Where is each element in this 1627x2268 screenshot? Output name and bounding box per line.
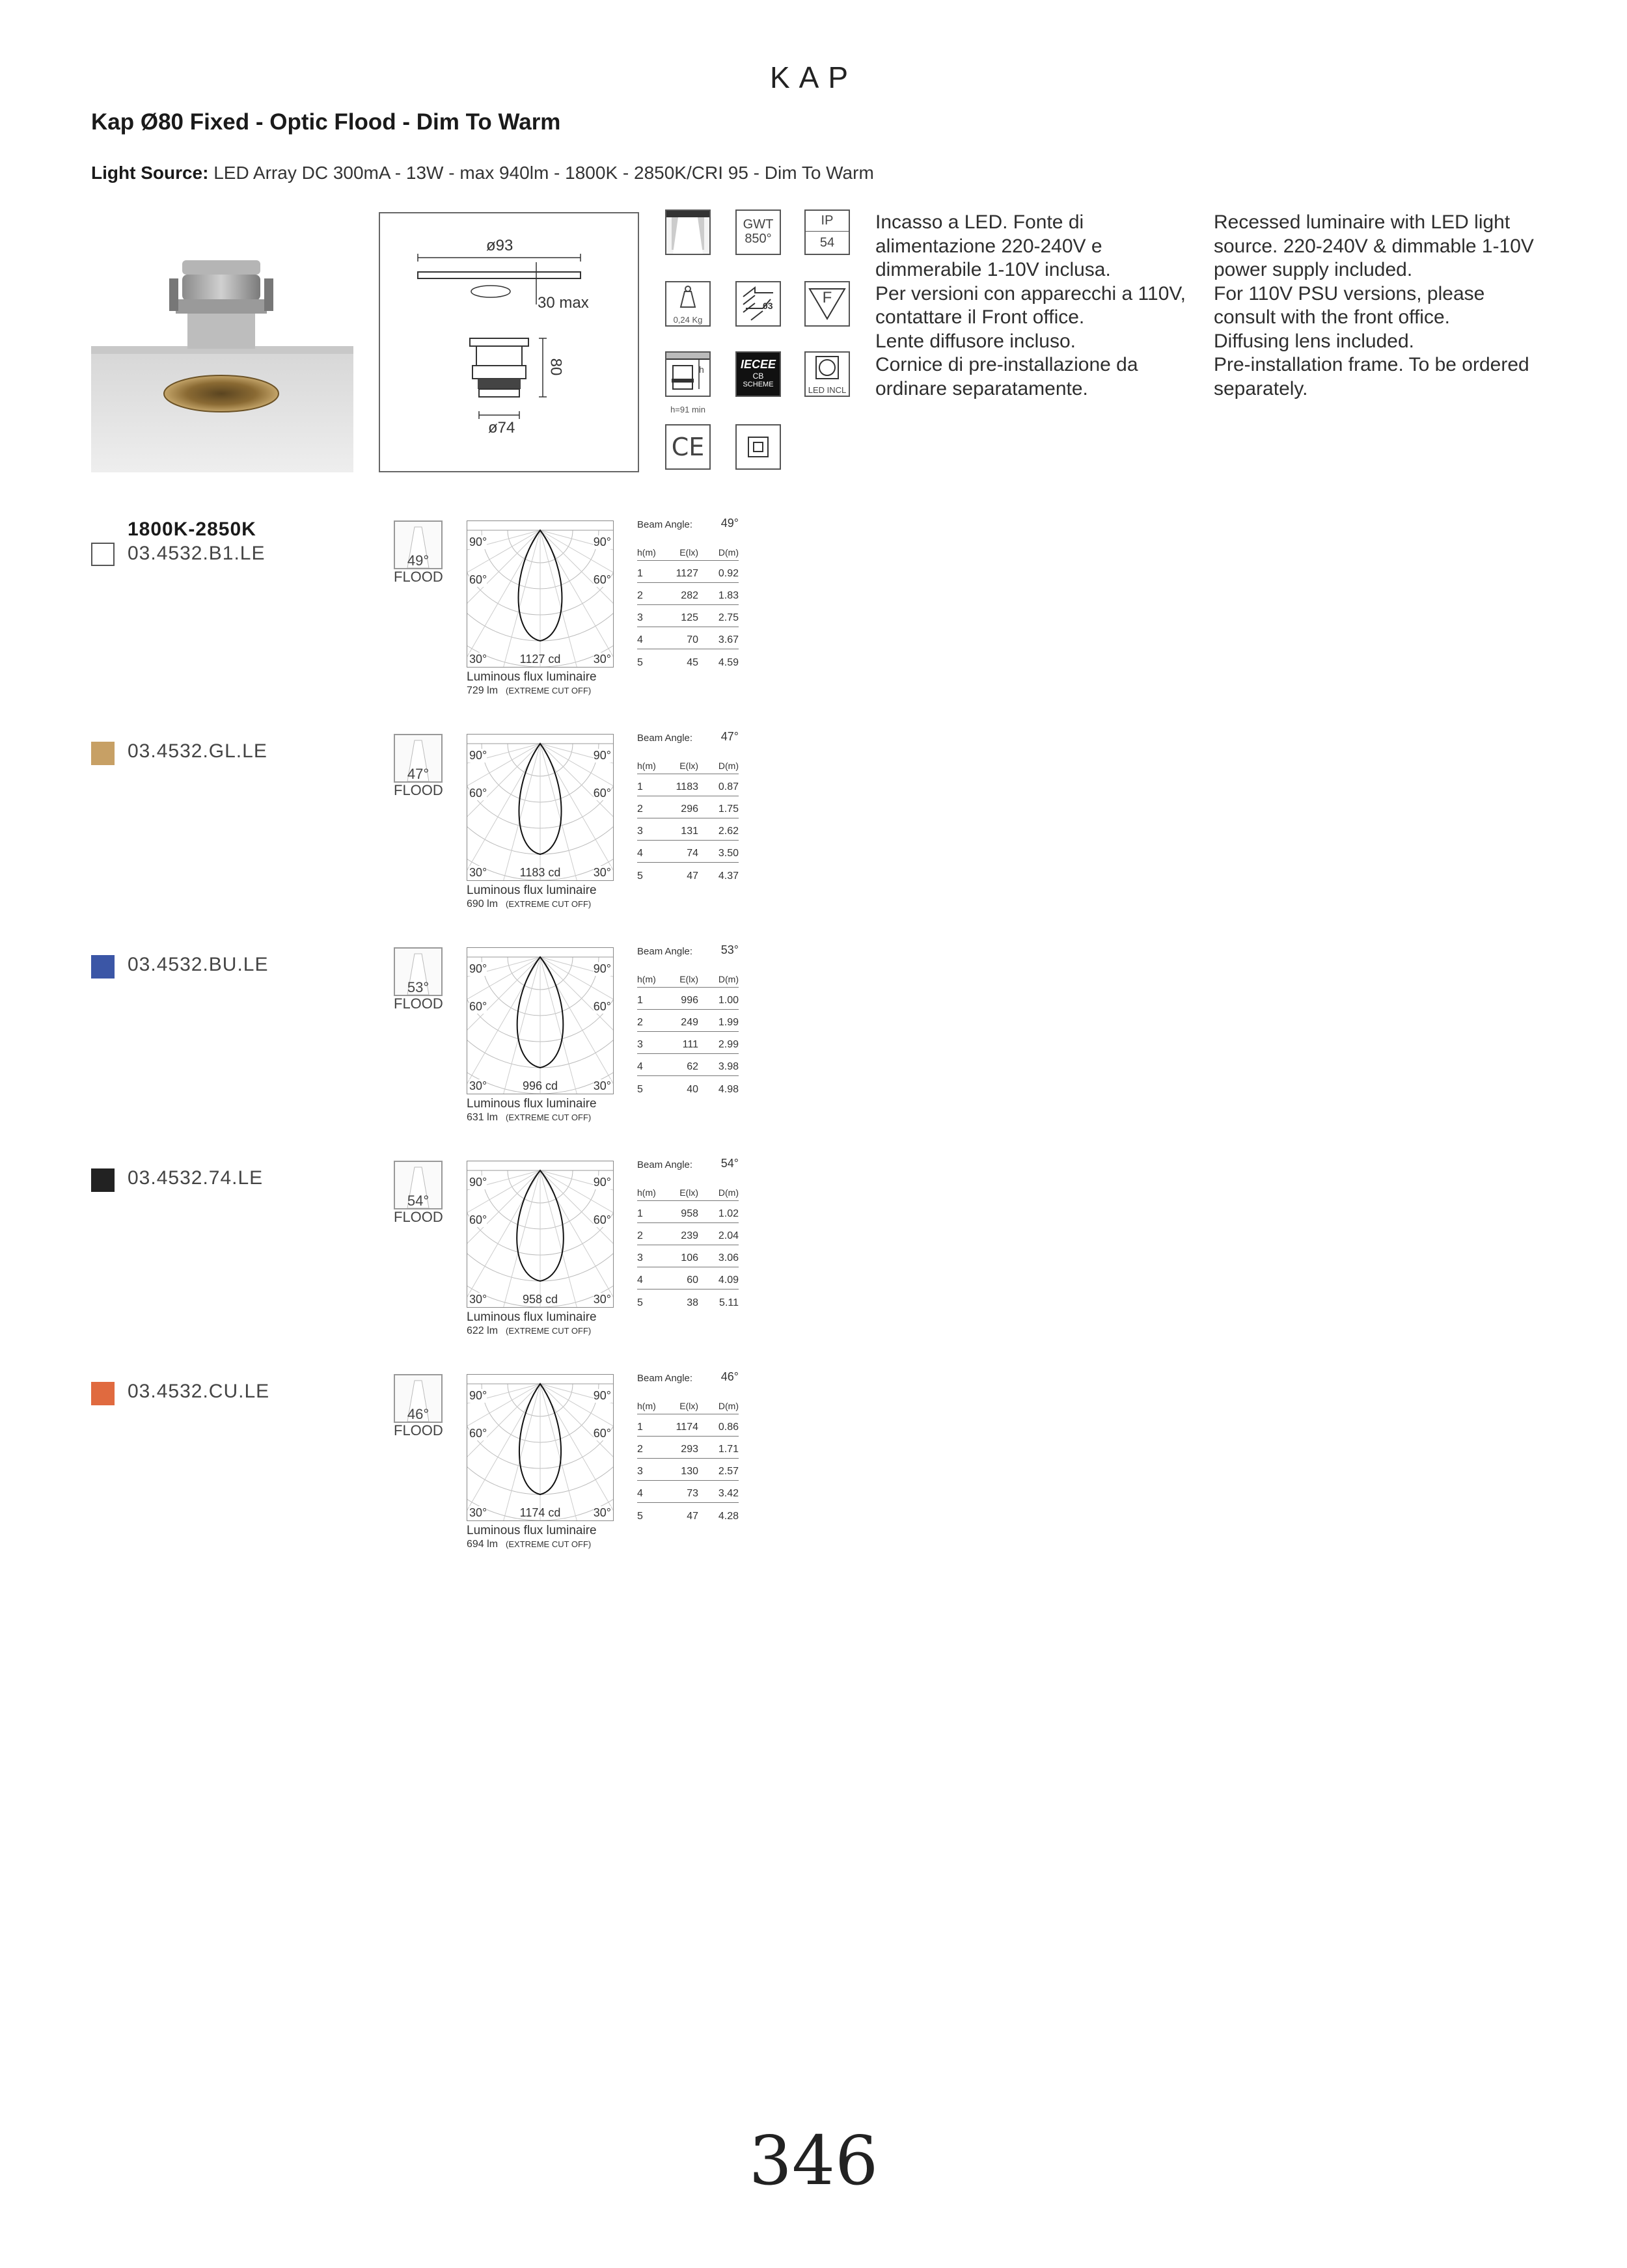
table-row — [637, 583, 739, 605]
beam-angle-label: Beam Angle: — [637, 946, 693, 957]
table-row — [637, 605, 739, 627]
flux-value-line — [467, 1325, 591, 1337]
col-e: E(lx) — [679, 974, 698, 984]
page-number: 346 — [748, 2121, 879, 2200]
description-italian — [875, 211, 1201, 401]
cell-h: 2 — [637, 1230, 643, 1241]
table-row — [637, 1437, 739, 1459]
cell-e: 60 — [687, 1275, 698, 1286]
product-code: 03.4532.GL.LE — [128, 740, 267, 762]
polar-label-60-left: 60° — [469, 1427, 487, 1440]
cell-d: 1.83 — [718, 590, 739, 601]
peak-intensity: 996 cd — [522, 1079, 558, 1092]
desc-en-line: For 110V PSU versions, please — [1214, 282, 1485, 304]
col-d: D(m) — [718, 761, 739, 771]
flood-label: FLOOD — [394, 569, 443, 585]
flux-value-line — [467, 1112, 591, 1124]
polar-label-60-right: 60° — [593, 1213, 611, 1226]
polar-label-90-left: 90° — [469, 1389, 487, 1402]
table-row — [637, 1414, 739, 1437]
color-swatch — [91, 742, 115, 765]
polar-label-60-right: 60° — [593, 1000, 611, 1013]
polar-label-90-left: 90° — [469, 1176, 487, 1189]
flux-value-line — [467, 898, 591, 910]
polar-label-30-left: 30° — [469, 1506, 487, 1519]
table-row — [637, 1267, 739, 1289]
beam-angle-value: 54° — [407, 1193, 430, 1209]
color-temperature-label: 1800K-2850K — [128, 519, 256, 540]
product-code: 03.4532.B1.LE — [128, 543, 266, 564]
cell-e: 296 — [681, 803, 698, 815]
polar-label-60-left: 60° — [469, 787, 487, 800]
cell-e: 130 — [681, 1466, 698, 1477]
table-row — [637, 1201, 739, 1223]
cell-d: 5.11 — [719, 1297, 739, 1308]
dimension-drawing — [379, 212, 639, 472]
cell-e: 111 — [682, 1039, 698, 1050]
polar-label-30-right: 30° — [593, 1293, 611, 1306]
gwt-icon — [735, 209, 781, 255]
cell-e: 1127 — [676, 568, 698, 579]
cell-e: 282 — [681, 590, 698, 601]
cell-h: 4 — [637, 1061, 643, 1072]
recess-depth-icon — [665, 351, 711, 397]
flux-value: 694 lm — [467, 1539, 499, 1550]
light-source-label: Light Source: — [91, 163, 209, 183]
cell-e: 40 — [687, 1084, 698, 1095]
cell-h: 4 — [637, 1488, 643, 1499]
polar-diagram — [467, 1161, 614, 1308]
dim-top-label: ø93 — [486, 237, 513, 254]
col-d: D(m) — [718, 1401, 739, 1411]
cell-e: 47 — [687, 871, 698, 882]
table-row — [637, 1503, 739, 1525]
flux-value: 690 lm — [467, 898, 499, 910]
beam-angle-label: Beam Angle: — [637, 1159, 693, 1170]
cell-h: 1 — [637, 568, 643, 579]
cutoff-label: (EXTREME CUT OFF) — [506, 899, 592, 909]
polar-label-30-left: 30° — [469, 1293, 487, 1306]
table-header-row — [637, 539, 739, 561]
col-e: E(lx) — [679, 761, 698, 771]
cell-h: 3 — [637, 1039, 643, 1050]
cell-h: 5 — [637, 871, 643, 882]
ce-mark-label: CE — [671, 433, 705, 461]
table-row — [637, 774, 739, 796]
cell-h: 5 — [637, 1511, 643, 1522]
cell-e: 293 — [681, 1444, 698, 1455]
f-mark-label: F — [822, 289, 832, 306]
cell-d: 3.50 — [718, 848, 739, 859]
desc-it-line: ordinare separatamente. — [875, 377, 1088, 399]
table-header-row — [637, 1392, 739, 1414]
beam-angle-header — [637, 1370, 739, 1392]
table-row — [637, 649, 739, 671]
polar-label-90-right: 90° — [593, 535, 611, 548]
desc-it-line: Cornice di pre-installazione da — [875, 354, 1138, 375]
polar-label-30-left: 30° — [469, 653, 487, 666]
table-row — [637, 1459, 739, 1481]
ip-rating-icon — [804, 209, 850, 255]
polar-diagram — [467, 1374, 614, 1521]
cell-d: 1.99 — [718, 1017, 739, 1028]
beam-angle-value: 53° — [407, 979, 430, 995]
cell-e: 74 — [687, 848, 698, 859]
polar-diagram — [467, 520, 614, 668]
table-row — [637, 841, 739, 863]
cell-h: 3 — [637, 826, 643, 837]
cell-h: 2 — [637, 1017, 643, 1028]
cell-d: 2.57 — [718, 1466, 739, 1477]
cell-h: 2 — [637, 1444, 643, 1455]
polar-label-90-left: 90° — [469, 535, 487, 548]
desc-en-line: source. 220-240V & dimmable 1-10V — [1214, 235, 1534, 257]
cell-h: 1 — [637, 995, 643, 1006]
cell-e: 249 — [681, 1017, 698, 1028]
gwt-line1: GWT — [743, 217, 774, 232]
cell-d: 4.98 — [718, 1084, 739, 1095]
polar-label-90-left: 90° — [469, 962, 487, 975]
table-row — [637, 818, 739, 841]
h-min-label: h=91 min — [670, 405, 705, 414]
polar-label-30-right: 30° — [593, 1079, 611, 1092]
col-d: D(m) — [718, 1187, 739, 1198]
flux-title: Luminous flux luminaire — [467, 670, 597, 684]
polar-label-90-right: 90° — [593, 1389, 611, 1402]
cell-h: 3 — [637, 1252, 643, 1263]
beam-angle-label: Beam Angle: — [637, 519, 693, 530]
photometric-table — [637, 730, 739, 885]
flood-label: FLOOD — [394, 782, 443, 798]
cell-e: 45 — [687, 657, 698, 668]
polar-label-90-right: 90° — [593, 749, 611, 762]
table-row — [637, 1010, 739, 1032]
cell-h: 1 — [637, 1422, 643, 1433]
iecee-cb-scheme-icon — [735, 351, 781, 397]
table-header-row — [637, 1179, 739, 1201]
beam-angle-table-value: 54° — [720, 1157, 739, 1170]
cutoff-label: (EXTREME CUT OFF) — [506, 1539, 592, 1549]
beam-angle-header — [637, 730, 739, 752]
cell-h: 5 — [637, 657, 643, 668]
beam-angle-header — [637, 1159, 739, 1179]
beam-angle-header — [637, 519, 739, 539]
desc-en-line: separately. — [1214, 377, 1308, 399]
cell-d: 3.42 — [718, 1488, 739, 1499]
product-code: 03.4532.74.LE — [128, 1167, 264, 1189]
cell-h: 2 — [637, 590, 643, 601]
beam-angle-label: Beam Angle: — [637, 1373, 693, 1384]
weight-label: 0,24 Kg — [673, 315, 703, 325]
table-row — [637, 561, 739, 583]
color-swatch — [91, 1168, 115, 1192]
brand-name: KAP — [769, 61, 858, 94]
peak-intensity: 958 cd — [522, 1293, 558, 1306]
polar-label-90-right: 90° — [593, 962, 611, 975]
cell-h: 4 — [637, 634, 643, 645]
table-row — [637, 1032, 739, 1054]
polar-diagram — [467, 947, 614, 1094]
cell-e: 239 — [681, 1230, 698, 1241]
desc-it-line: Incasso a LED. Fonte di — [875, 211, 1084, 233]
cell-h: 1 — [637, 1208, 643, 1219]
col-d: D(m) — [718, 974, 739, 984]
cell-d: 1.02 — [718, 1208, 739, 1219]
col-h: h(m) — [637, 1187, 656, 1198]
photometric-table — [637, 519, 739, 671]
polar-label-30-right: 30° — [593, 1506, 611, 1519]
cell-h: 2 — [637, 803, 643, 815]
table-row — [637, 1223, 739, 1245]
photometric-table — [637, 943, 739, 1098]
flux-value: 729 lm — [467, 685, 499, 696]
polar-label-30-right: 30° — [593, 866, 611, 879]
cell-e: 47 — [687, 1511, 698, 1522]
insulation-class-icon — [735, 281, 781, 327]
flux-title: Luminous flux luminaire — [467, 1524, 597, 1537]
photometric-table — [637, 1370, 739, 1525]
cutoff-label: (EXTREME CUT OFF) — [506, 686, 592, 695]
beam-angle-value: 46° — [407, 1406, 430, 1422]
beam-angle-label: Beam Angle: — [637, 733, 693, 744]
polar-label-60-right: 60° — [593, 1427, 611, 1440]
light-source-value: LED Array DC 300mA - 13W - max 940lm - 1800K - 2850K/CRI 95 - Dim To Warm — [208, 163, 874, 183]
cell-d: 3.06 — [718, 1252, 739, 1263]
beam-angle-table-value: 46° — [720, 1370, 739, 1383]
product-title: Kap Ø80 Fixed - Optic Flood - Dim To Warm — [91, 109, 561, 135]
cell-d: 2.99 — [718, 1039, 739, 1050]
cell-d: 4.09 — [718, 1275, 739, 1286]
led-included-icon — [804, 351, 850, 397]
polar-label-60-left: 60° — [469, 573, 487, 586]
table-header-row — [637, 752, 739, 774]
flux-value-line — [467, 685, 591, 697]
flux-value-line — [467, 1539, 591, 1550]
cell-e: 996 — [681, 995, 698, 1006]
polar-label-30-left: 30° — [469, 866, 487, 879]
cell-d: 1.71 — [718, 1444, 739, 1455]
iecee-line3: SCHEME — [743, 381, 774, 388]
ip-label: IP — [806, 211, 849, 232]
flood-label: FLOOD — [394, 1422, 443, 1438]
cell-h: 5 — [637, 1084, 643, 1095]
cell-d: 2.04 — [718, 1230, 739, 1241]
polar-label-60-left: 60° — [469, 1000, 487, 1013]
beam-angle-value: 49° — [407, 552, 430, 569]
flood-label: FLOOD — [394, 995, 443, 1012]
table-row — [637, 1289, 739, 1312]
polar-label-60-right: 60° — [593, 573, 611, 586]
class-number: 03 — [763, 301, 773, 311]
cell-h: 4 — [637, 1275, 643, 1286]
cell-d: 1.00 — [718, 995, 739, 1006]
light-source — [91, 163, 874, 183]
polar-label-60-left: 60° — [469, 1213, 487, 1226]
polar-label-90-right: 90° — [593, 1176, 611, 1189]
gwt-line2: 850° — [745, 232, 772, 246]
cutoff-label: (EXTREME CUT OFF) — [506, 1326, 592, 1336]
polar-label-30-right: 30° — [593, 653, 611, 666]
peak-intensity: 1174 cd — [519, 1506, 561, 1519]
beam-angle-header — [637, 943, 739, 965]
peak-intensity: 1183 cd — [519, 866, 561, 879]
cell-h: 5 — [637, 1297, 643, 1308]
weight-icon — [665, 281, 711, 327]
iecee-line2: CB — [752, 371, 764, 381]
table-row — [637, 1076, 739, 1098]
downlight-icon — [665, 209, 711, 255]
product-code: 03.4532.CU.LE — [128, 1381, 270, 1402]
table-row — [637, 1054, 739, 1076]
col-e: E(lx) — [679, 547, 698, 558]
cell-d: 3.98 — [718, 1061, 739, 1072]
double-insulation-icon — [735, 424, 781, 470]
flux-value: 622 lm — [467, 1325, 499, 1336]
col-h: h(m) — [637, 547, 656, 558]
cell-e: 131 — [681, 826, 698, 837]
table-row — [637, 988, 739, 1010]
product-photo — [91, 260, 353, 472]
cell-d: 3.67 — [718, 634, 739, 645]
desc-en-line: consult with the front office. — [1214, 306, 1450, 328]
col-h: h(m) — [637, 761, 656, 771]
desc-en-line: power supply included. — [1214, 259, 1413, 280]
table-row — [637, 863, 739, 885]
cell-h: 3 — [637, 1466, 643, 1477]
flux-title: Luminous flux luminaire — [467, 1097, 597, 1111]
beam-angle-table-value: 47° — [720, 730, 739, 743]
cell-e: 73 — [687, 1488, 698, 1499]
photometric-table — [637, 1159, 739, 1312]
polar-label-30-left: 30° — [469, 1079, 487, 1092]
table-row — [637, 796, 739, 818]
f-mark-icon — [804, 281, 850, 327]
cell-d: 0.86 — [718, 1422, 739, 1433]
dim-height-label: 80 — [547, 358, 565, 376]
h-letter: h — [699, 364, 704, 375]
ip-value: 54 — [819, 236, 835, 250]
cutoff-label: (EXTREME CUT OFF) — [506, 1113, 592, 1122]
description-english — [1214, 211, 1539, 401]
col-e: E(lx) — [679, 1187, 698, 1198]
polar-label-90-left: 90° — [469, 749, 487, 762]
cell-e: 958 — [681, 1208, 698, 1219]
col-h: h(m) — [637, 974, 656, 984]
cell-e: 125 — [681, 612, 698, 623]
iecee-line1: IECEE — [740, 358, 776, 371]
desc-it-line: alimentazione 220-240V e — [875, 235, 1102, 257]
flux-title: Luminous flux luminaire — [467, 1310, 597, 1324]
dim-max-label: 30 max — [538, 294, 589, 312]
flux-value: 631 lm — [467, 1112, 499, 1123]
cell-e: 62 — [687, 1061, 698, 1072]
beam-angle-table-value: 53° — [720, 943, 739, 956]
led-incl-label: LED INCL — [808, 385, 847, 395]
product-code: 03.4532.BU.LE — [128, 954, 269, 975]
flux-title: Luminous flux luminaire — [467, 884, 597, 897]
peak-intensity: 1127 cd — [519, 653, 561, 666]
desc-en-line: Pre-installation frame. To be ordered — [1214, 354, 1529, 375]
beam-angle-table-value: 49° — [720, 517, 739, 530]
polar-label-60-right: 60° — [593, 787, 611, 800]
flood-label: FLOOD — [394, 1209, 443, 1225]
color-swatch — [91, 1382, 115, 1405]
cell-e: 1174 — [676, 1422, 698, 1433]
col-e: E(lx) — [679, 1401, 698, 1411]
beam-angle-value: 47° — [407, 766, 430, 782]
desc-it-line: Lente diffusore incluso. — [875, 330, 1076, 352]
cell-d: 4.37 — [718, 871, 739, 882]
color-swatch — [91, 955, 115, 979]
col-d: D(m) — [718, 547, 739, 558]
dim-bottom-label: ø74 — [488, 419, 515, 437]
cell-h: 1 — [637, 781, 643, 792]
cell-d: 4.28 — [718, 1511, 739, 1522]
cell-d: 0.92 — [718, 568, 739, 579]
cell-e: 70 — [687, 634, 698, 645]
table-row — [637, 627, 739, 649]
cell-d: 2.75 — [718, 612, 739, 623]
color-swatch — [91, 543, 115, 566]
polar-diagram — [467, 734, 614, 881]
cell-e: 38 — [687, 1297, 698, 1308]
ce-mark-icon — [665, 424, 711, 470]
cell-e: 106 — [681, 1252, 698, 1263]
desc-it-line: Per versioni con apparecchi a 110V, — [875, 282, 1186, 304]
cell-d: 4.59 — [718, 657, 739, 668]
cell-h: 4 — [637, 848, 643, 859]
desc-en-line: Diffusing lens included. — [1214, 330, 1414, 352]
desc-it-line: dimmerabile 1-10V inclusa. — [875, 259, 1111, 280]
cell-d: 2.62 — [718, 826, 739, 837]
cell-h: 3 — [637, 612, 643, 623]
table-header-row — [637, 965, 739, 988]
cell-d: 1.75 — [718, 803, 739, 815]
col-h: h(m) — [637, 1401, 656, 1411]
table-row — [637, 1481, 739, 1503]
cell-e: 1183 — [676, 781, 698, 792]
desc-en-line: Recessed luminaire with LED light — [1214, 211, 1511, 233]
cell-d: 0.87 — [718, 781, 739, 792]
desc-it-line: contattare il Front office. — [875, 306, 1085, 328]
table-row — [637, 1245, 739, 1267]
